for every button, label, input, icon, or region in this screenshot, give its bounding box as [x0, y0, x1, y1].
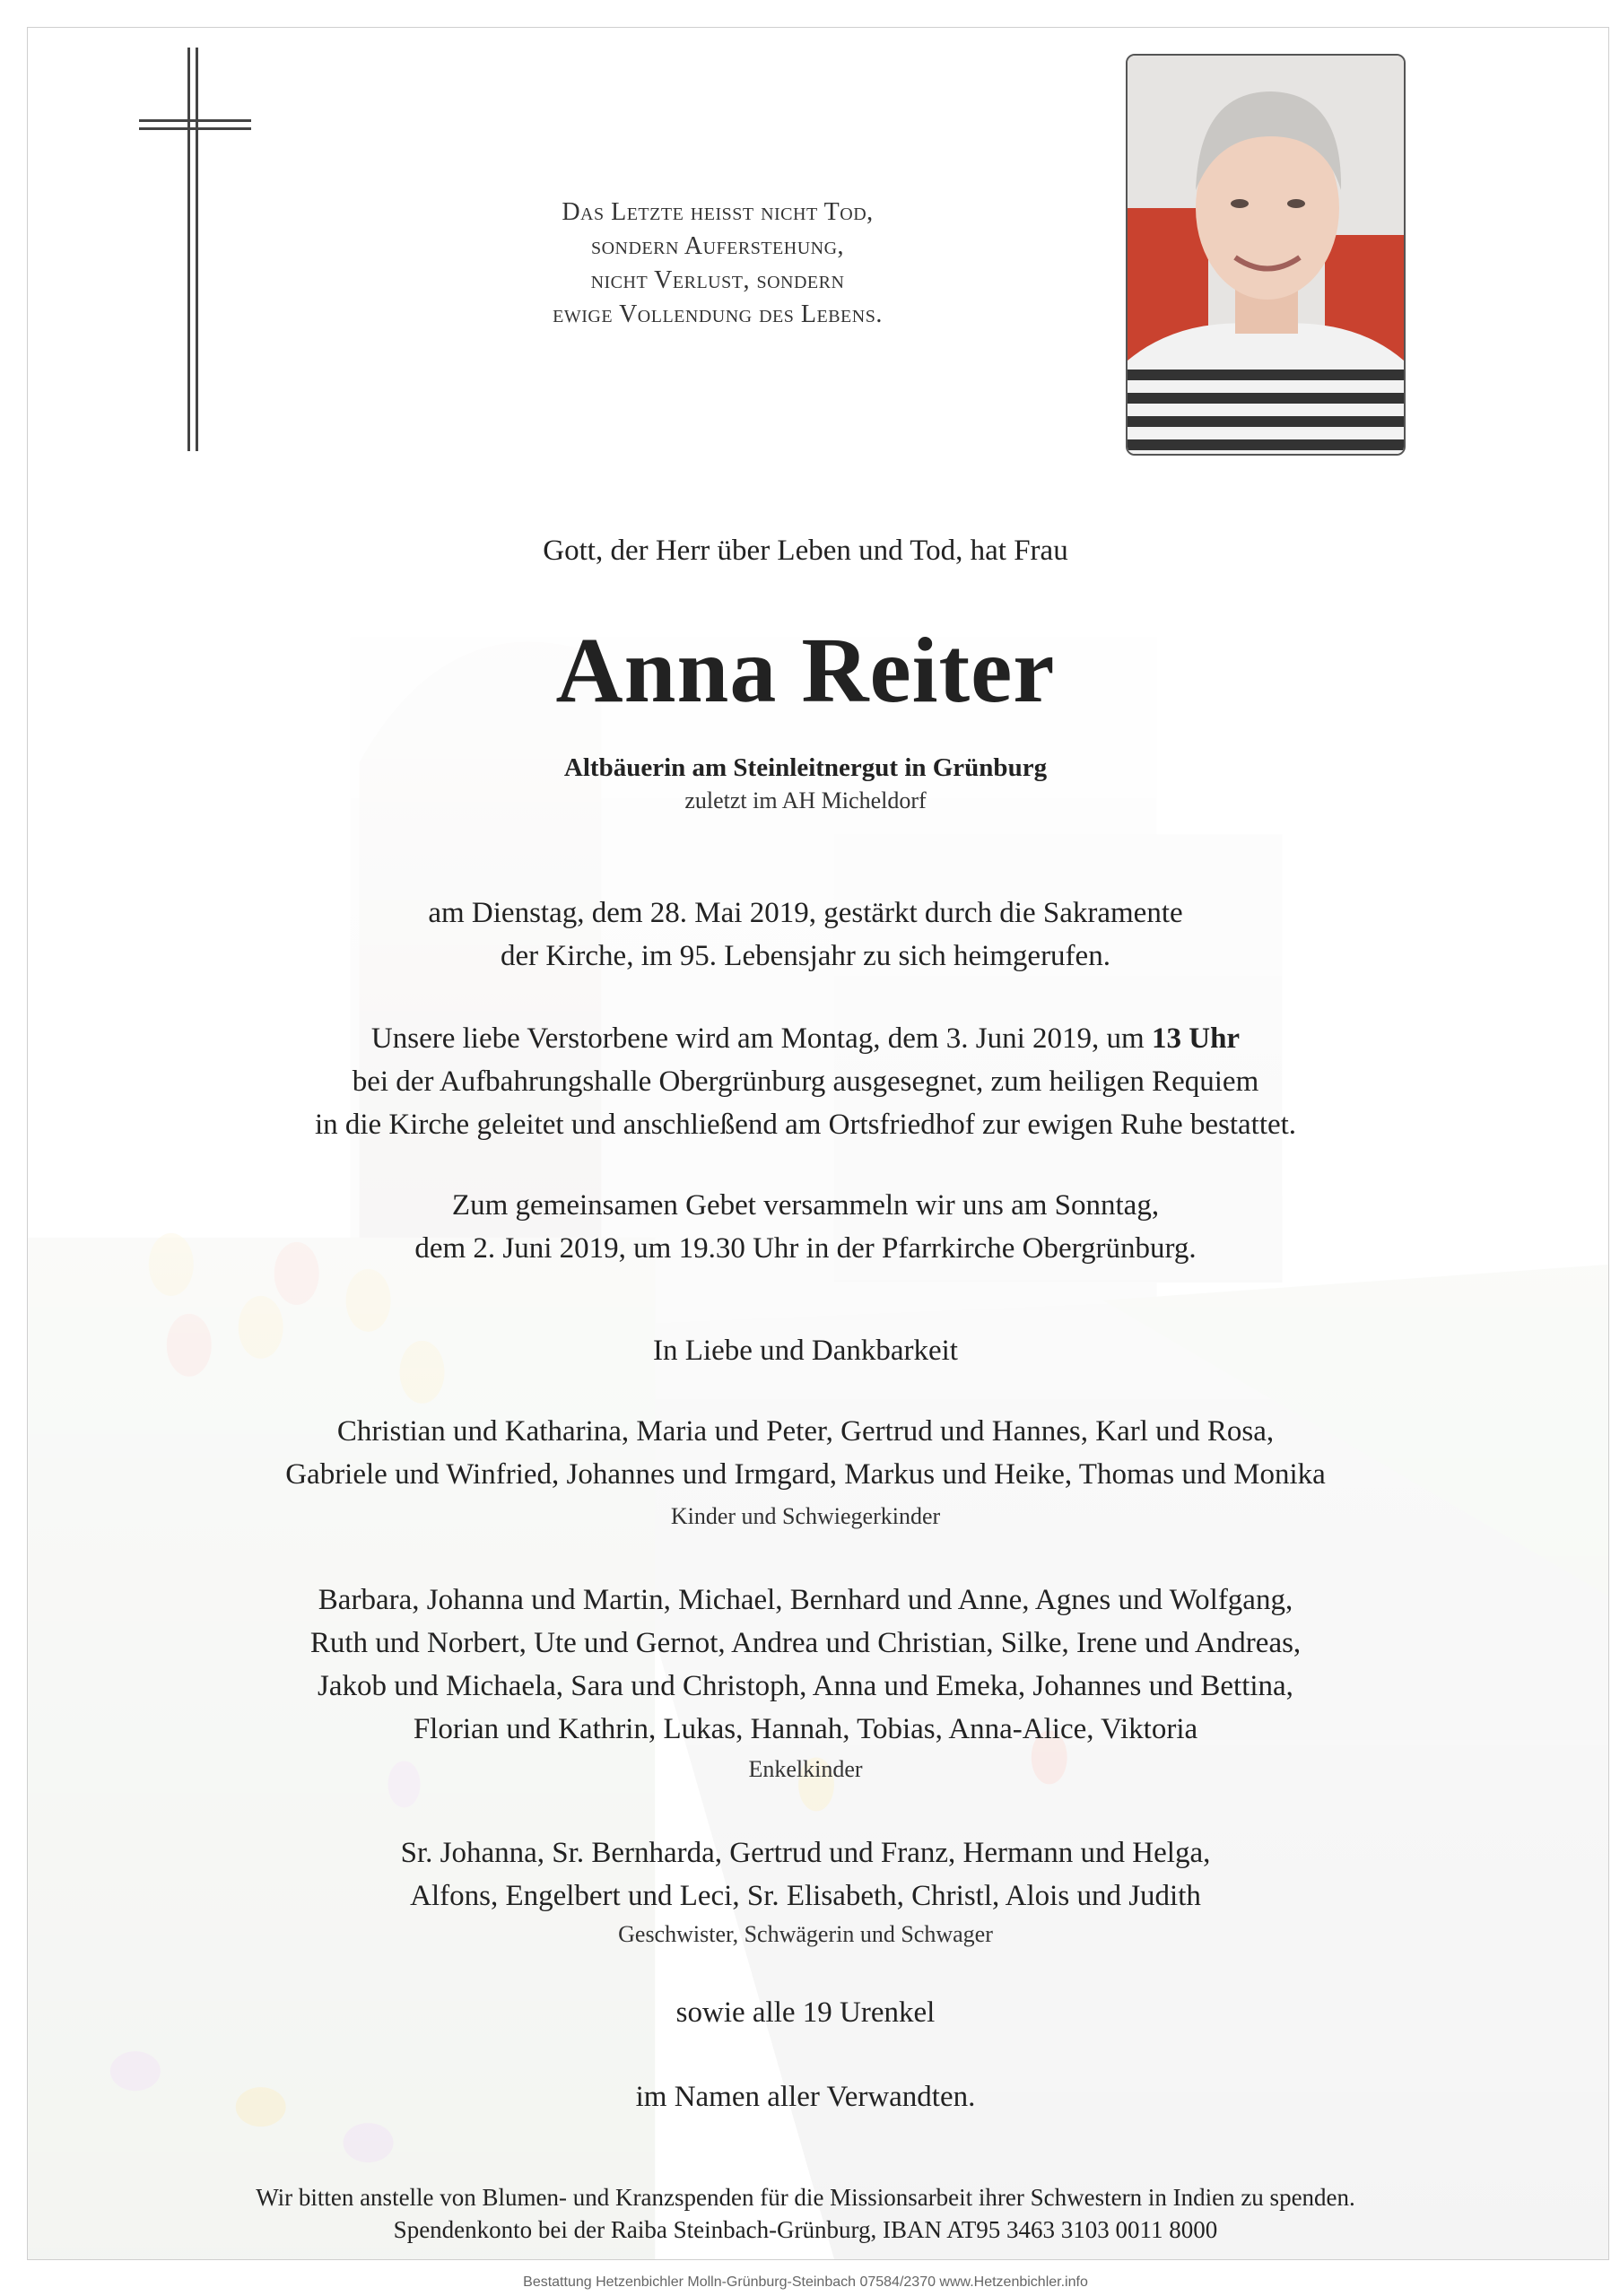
- deceased-name: Anna Reiter: [555, 619, 1056, 722]
- text-line: der Kirche, im 95. Lebensjahr zu sich heimgerufen.: [501, 940, 1110, 972]
- quote-line: sondern Auferstehung,: [590, 232, 845, 260]
- quote-block: [404, 196, 1032, 332]
- text-line: Ruth und Norbert, Ute und Gernot, Andrea und Christian, Silke, Irene und Andreas,: [309, 1627, 1302, 1659]
- text-line: Florian und Kathrin, Lukas, Hannah, Tobias, Anna-Alice, Viktoria: [413, 1713, 1198, 1745]
- siblings-names: [0, 1831, 1611, 1918]
- prayer-paragraph: [0, 1184, 1611, 1270]
- text-line: bei der Aufbahrungshalle Obergrünburg ausgesegnet, zum heiligen Requiem: [352, 1065, 1259, 1098]
- grandchildren-names: [0, 1578, 1611, 1751]
- role-line: Altbäuerin am Steinleitnergut in Grünburg: [563, 753, 1048, 782]
- text-line: am Dienstag, dem 28. Mai 2019, gestärkt durch die Sakramente: [428, 897, 1183, 929]
- grandchildren-label: Enkelkinder: [748, 1756, 863, 1782]
- donation-note: [0, 2181, 1611, 2246]
- text-line: Zum gemeinsamen Gebet versammeln wir uns am Sonntag,: [451, 1189, 1160, 1222]
- text-line: Sr. Johanna, Sr. Bernharda, Gertrud und Franz, Hermann und Helga,: [400, 1837, 1211, 1869]
- text-line: dem 2. Juni 2019, um 19.30 Uhr in der Pfarrkirche Obergrünburg.: [414, 1232, 1197, 1265]
- text-line: Jakob und Michaela, Sara und Christoph, Anna und Emeka, Johannes und Bettina,: [318, 1670, 1293, 1702]
- great-grandchildren-line: sowie alle 19 Urenkel: [675, 1996, 936, 2029]
- children-label: Kinder und Schwiegerkinder: [670, 1503, 941, 1529]
- children-names: [0, 1410, 1611, 1496]
- siblings-label: Geschwister, Schwägerin und Schwager: [618, 1921, 993, 1947]
- text-line: Barbara, Johanna und Martin, Michael, Bernhard und Anne, Agnes und Wolfgang,: [318, 1584, 1293, 1616]
- last-residence: zuletzt im AH Micheldorf: [684, 787, 927, 813]
- text-line: Christian und Katharina, Maria und Peter, Gertrud und Hannes, Karl und Rosa,: [336, 1415, 1275, 1448]
- funeral-paragraph: [0, 1017, 1611, 1146]
- text-line: Spendenkonto bei der Raiba Steinbach-Grünburg, IBAN AT95 3463 3103 0011 8000: [393, 2216, 1218, 2243]
- undertaker-line: Bestattung Hetzenbichler Molln-Grünburg-Steinbach 07584/2370 www.Hetzenbichler.info: [523, 2274, 1088, 2290]
- text-line: Gabriele und Winfried, Johannes und Irmgard, Markus und Heike, Thomas und Monika: [285, 1458, 1326, 1491]
- portrait-illustration: [1128, 56, 1404, 454]
- relatives-line: im Namen aller Verwandten.: [635, 2081, 976, 2113]
- text-line: Wir bitten anstelle von Blumen- und Kranzspenden für die Missionsarbeit ihrer Schwestern in Indien zu spenden.: [256, 2184, 1355, 2211]
- portrait-photo: [1126, 54, 1406, 456]
- text-line: Alfons, Engelbert und Leci, Sr. Elisabeth, Christl, Alois und Judith: [410, 1880, 1201, 1912]
- death-paragraph: [0, 891, 1611, 978]
- quote-line: nicht Verlust, sondern: [590, 266, 845, 294]
- intro-line: Gott, der Herr über Leben und Tod, hat Frau: [543, 535, 1068, 567]
- quote-line: ewige Vollendung des Lebens.: [553, 300, 883, 328]
- funeral-time: 13 Uhr: [1151, 1022, 1241, 1055]
- text-line: in die Kirche geleitet und anschließend am Ortsfriedhof zur ewigen Ruhe bestattet.: [314, 1109, 1297, 1141]
- quote-line: Das Letzte heisst nicht Tod,: [562, 198, 874, 226]
- thanks-line: In Liebe und Dankbarkeit: [653, 1335, 958, 1367]
- text-line: [0, 1017, 1611, 1060]
- text-span: Unsere liebe Verstorbene wird am Montag, dem 3. Juni 2019, um: [370, 1022, 1152, 1055]
